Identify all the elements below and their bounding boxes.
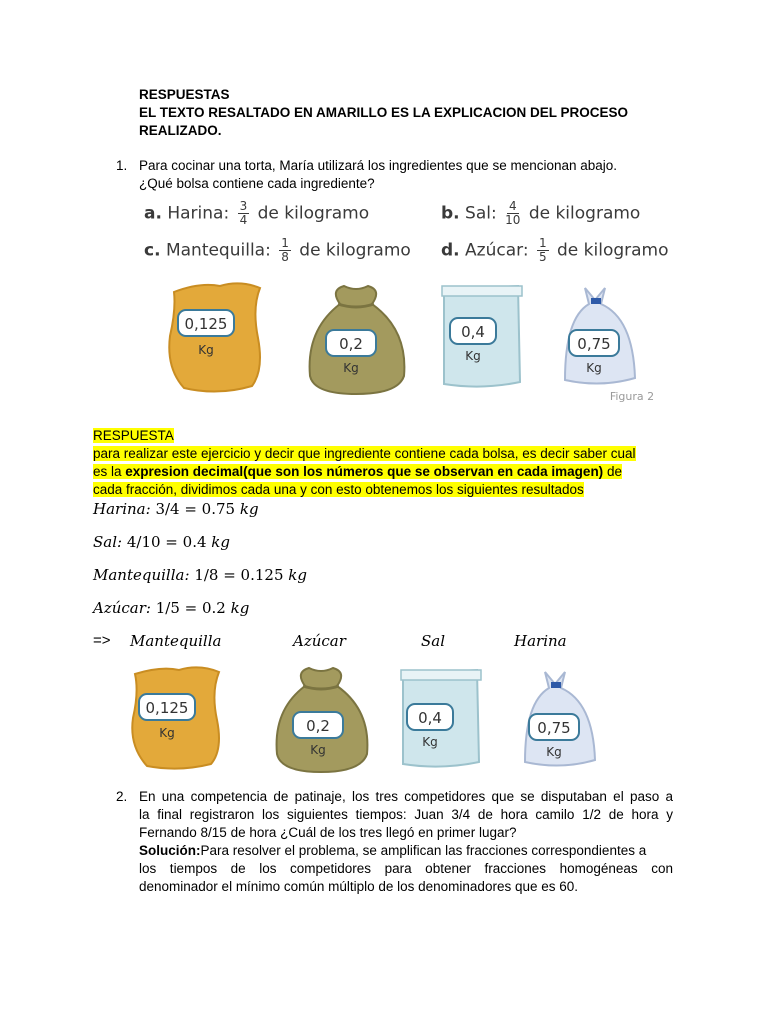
q2-solution-line3: denominador el mínimo común múltiplo de los denominadores que es 60. [139, 879, 579, 894]
ingredient-fraction: $\frac{1}{5}$ [538, 236, 547, 264]
bag-harina [525, 672, 595, 766]
bag-salt [442, 286, 522, 387]
result-harina: Harina: 3/4 = 0.75 kg [93, 500, 259, 518]
result-sal: Sal: 4/10 = 0.4 kg [93, 533, 230, 551]
ordered-bags [125, 662, 615, 777]
solution-label: Solución: [139, 843, 201, 858]
ingredient-name: Azúcar: [465, 240, 529, 261]
page-subtitle-line2: REALIZADO. [139, 123, 222, 138]
q2-line2: la final registraron los siguientes tiempos: Juan 3/4 de hora camilo 1/2 de hora y [139, 807, 673, 822]
ingredient-letter: d. [441, 240, 460, 261]
q1-number: 1. [116, 158, 128, 173]
ingredient-fraction: $\frac{1}{8}$ [281, 236, 289, 264]
ingredient-unit: de kilogramo [557, 240, 669, 261]
bag-butter [565, 288, 635, 384]
result-azucar: Azúcar: 1/5 = 0.2 kg [93, 599, 250, 617]
order-item-2: Azúcar [293, 632, 346, 650]
result-mantequilla: Mantequilla: 1/8 = 0.125 kg [93, 566, 307, 584]
answer-line1: para realizar este ejercicio y decir que ingrediente contiene cada bolsa, es decir saber cual [93, 446, 636, 461]
bag-value: 0,2 [339, 335, 363, 353]
ingredient-fraction: $\frac{3}{4}$ [239, 199, 248, 227]
ingredient-letter: a. [144, 203, 162, 224]
answer-label: RESPUESTA [93, 428, 174, 443]
ingredient-a [144, 200, 369, 227]
bag-value: 0,125 [145, 699, 189, 717]
q2-solution-line1: Solución:Para resolver el problema, se amplifican las fracciones correspondientes a [139, 843, 647, 858]
bag-unit: Kg [422, 735, 438, 749]
bag-value: 0,125 [184, 315, 228, 333]
figure-2-bags [160, 278, 670, 408]
bag-unit: Kg [310, 743, 326, 757]
answer-bold-phrase: expresion decimal(que son los números que se observan en cada imagen) [125, 464, 604, 479]
q2-solution-line2: los tiempos de los competidores para obtener fracciones homogéneas con [139, 861, 673, 876]
q2-line3: Fernando 8/15 de hora ¿Cuál de los tres llegó en primer lugar? [139, 825, 517, 840]
page-subtitle-line1: EL TEXTO RESALTADO EN AMARILLO ES LA EXPLICACION DEL PROCESO [139, 105, 629, 120]
ingredient-b [441, 200, 640, 227]
bag-unit: Kg [586, 361, 602, 375]
q2-line1: En una competencia de patinaje, los tres competidores que se disputaban el paso a [139, 789, 673, 804]
bag-flour [169, 283, 260, 391]
order-arrow: => [93, 632, 111, 649]
bag-value: 0,4 [461, 323, 485, 341]
ingredient-unit: de kilogramo [528, 203, 641, 224]
ingredient-name: Mantequilla: [165, 240, 271, 261]
ingredient-d [441, 237, 669, 264]
bag-mantequilla [132, 667, 219, 768]
ingredient-name: Sal: [465, 203, 497, 224]
answer-line2: es la expresion decimal(que son los números que se observan en cada imagen) de [93, 464, 622, 479]
order-item-3: Sal [421, 632, 446, 650]
ingredient-c [144, 237, 411, 264]
order-item-4: Harina [514, 632, 567, 650]
bag-value: 0,75 [537, 719, 571, 737]
figure-caption: Figura 2 [609, 390, 655, 403]
bag-value: 0,4 [418, 709, 442, 727]
bag-value: 0,2 [306, 717, 330, 735]
page-title: RESPUESTAS [139, 87, 230, 102]
q2-number: 2. [116, 789, 128, 804]
bag-sal [401, 670, 481, 767]
order-item-1: Mantequilla [130, 632, 222, 650]
ingredient-unit: de kilogramo [299, 240, 411, 261]
bag-value: 0,75 [577, 335, 611, 353]
ingredient-fraction: $\frac{4}{10}$ [505, 199, 521, 227]
ingredient-letter: c. [144, 240, 161, 261]
ingredient-name: Harina: [167, 203, 230, 224]
bag-unit: Kg [465, 349, 481, 363]
ingredient-unit: de kilogramo [257, 203, 370, 224]
bag-sugar [310, 286, 405, 394]
q1-line1: Para cocinar una torta, María utilizará los ingredientes que se mencionan abajo. [139, 158, 618, 173]
bag-unit: Kg [546, 745, 562, 759]
bag-azucar [277, 668, 368, 772]
bag-unit: Kg [198, 343, 214, 357]
bag-unit: Kg [159, 726, 175, 740]
q1-line2: ¿Qué bolsa contiene cada ingrediente? [139, 176, 375, 191]
ingredient-letter: b. [441, 203, 460, 224]
bag-unit: Kg [343, 361, 359, 375]
answer-line3: cada fracción, dividimos cada una y con esto obtenemos los siguientes resultados [93, 482, 584, 497]
